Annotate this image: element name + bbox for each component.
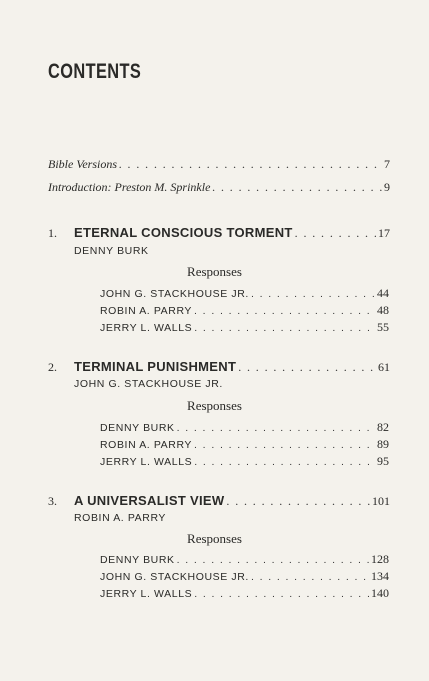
response-page: 48	[377, 303, 389, 317]
responses-heading: Responses	[187, 264, 242, 279]
toc-chapter-1[interactable]	[48, 225, 390, 241]
toc-entry-introduction[interactable]	[48, 180, 390, 195]
response-author: DENNY BURK	[100, 422, 175, 434]
dot-leader	[177, 422, 375, 434]
toc-response-entry[interactable]	[100, 303, 389, 318]
dot-leader	[194, 439, 375, 451]
response-page: 55	[377, 320, 389, 334]
dot-leader	[251, 571, 369, 583]
response-author: ROBIN A. PARRY	[100, 439, 193, 451]
toc-entry-page: 9	[384, 180, 390, 194]
chapter-number: 2.	[48, 360, 57, 374]
toc-response-entry[interactable]	[100, 286, 389, 301]
chapter-title: A UNIVERSALIST VIEW	[74, 493, 225, 508]
toc-chapter-2[interactable]	[48, 359, 390, 375]
page-title: CONTENTS	[48, 60, 142, 83]
response-page: 44	[377, 286, 389, 300]
toc-entry-label: Bible Versions	[48, 157, 117, 171]
toc-response-entry[interactable]	[100, 454, 389, 469]
chapter-number: 3.	[48, 494, 57, 508]
chapter-page: 101	[372, 494, 390, 508]
response-author: JOHN G. STACKHOUSE JR.	[100, 288, 249, 300]
toc-chapter-3[interactable]	[48, 493, 390, 509]
dot-leader	[119, 157, 382, 172]
dot-leader	[251, 288, 375, 300]
toc-response-entry[interactable]	[100, 586, 389, 601]
toc-response-entry[interactable]	[100, 437, 389, 452]
chapter-author: DENNY BURK	[74, 245, 149, 257]
dot-leader	[238, 360, 376, 375]
response-page: 128	[371, 552, 389, 566]
dot-leader	[212, 180, 382, 195]
response-page: 95	[377, 454, 389, 468]
responses-heading: Responses	[187, 398, 242, 413]
toc-entry-page: 7	[384, 157, 390, 171]
dot-leader	[194, 322, 375, 334]
response-author: JOHN G. STACKHOUSE JR.	[100, 571, 249, 583]
toc-response-entry[interactable]	[100, 569, 389, 584]
toc-response-entry[interactable]	[100, 320, 389, 335]
toc-response-entry[interactable]	[100, 552, 389, 567]
chapter-title: ETERNAL CONSCIOUS TORMENT	[74, 225, 293, 240]
response-author: JERRY L. WALLS	[100, 456, 193, 468]
dot-leader	[177, 554, 369, 566]
dot-leader	[194, 588, 369, 600]
response-page: 140	[371, 586, 389, 600]
responses-heading: Responses	[187, 531, 242, 546]
response-author: DENNY BURK	[100, 554, 175, 566]
response-page: 134	[371, 569, 389, 583]
toc-entry-bible-versions[interactable]	[48, 157, 390, 172]
response-author: JERRY L. WALLS	[100, 588, 193, 600]
chapter-title: TERMINAL PUNISHMENT	[74, 359, 237, 374]
chapter-page: 61	[378, 360, 390, 374]
toc-entry-label: Introduction: Preston M. Sprinkle	[48, 180, 211, 194]
toc-response-entry[interactable]	[100, 420, 389, 435]
chapter-number: 1.	[48, 226, 57, 240]
response-author: ROBIN A. PARRY	[100, 305, 193, 317]
response-page: 89	[377, 437, 389, 451]
chapter-page: 17	[378, 226, 390, 240]
dot-leader	[194, 305, 375, 317]
response-page: 82	[377, 420, 389, 434]
chapter-author: ROBIN A. PARRY	[74, 512, 167, 524]
chapter-author: JOHN G. STACKHOUSE JR.	[74, 378, 223, 390]
dot-leader	[295, 226, 376, 241]
response-author: JERRY L. WALLS	[100, 322, 193, 334]
dot-leader	[194, 456, 375, 468]
dot-leader	[226, 494, 370, 509]
